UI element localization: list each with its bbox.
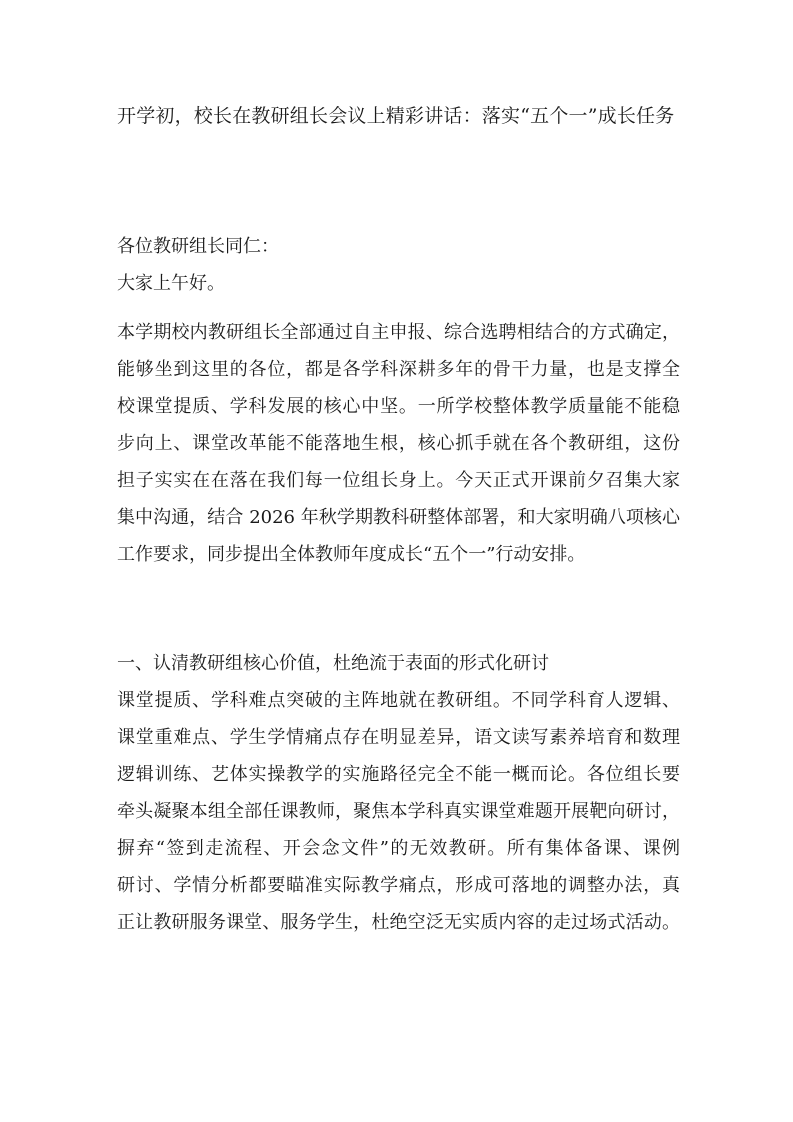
paragraph-line: 校课堂提质、学科发展的核心中坚。一所学校整体教学质量能不能稳 [117, 396, 680, 417]
paragraph-line: 逻辑训练、艺体实操教学的实施路径完全不能一概而论。各位组长要 [117, 764, 680, 785]
paragraph-line: 课堂提质、学科难点突破的主阵地就在教研组。不同学科育人逻辑、 [117, 690, 680, 711]
intro-paragraph [117, 314, 680, 573]
document-title: 开学初，校长在教研组长会议上精彩讲话：落实“五个一”成长任务 [117, 105, 675, 127]
paragraph-line: 摒弃“签到走流程、开会念文件”的无效教研。所有集体备课、课例 [117, 838, 680, 859]
paragraph-line: 课堂重难点、学生学情痛点存在明显差异，语文读写素养培育和数理 [117, 727, 680, 748]
paragraph-line: 担子实实在在落在我们每一位组长身上。今天正式开课前夕召集大家 [117, 470, 680, 491]
paragraph-line: 本学期校内教研组长全部通过自主申报、综合选聘相结合的方式确定， [117, 322, 680, 343]
paragraph-line: 步向上、课堂改革能不能落地生根，核心抓手就在各个教研组，这份 [117, 433, 680, 454]
paragraph-line: 集中沟通，结合 2026 年秋学期教科研整体部署，和大家明确八项核心 [117, 507, 680, 528]
paragraph-line: 研讨、学情分析都要瞄准实际教学痛点，形成可落地的调整办法，真 [117, 875, 680, 896]
greeting-line: 大家上午好。 [117, 273, 225, 294]
section-heading: 一、认清教研组核心价值，杜绝流于表面的形式化研讨 [117, 653, 549, 674]
paragraph-line: 能够坐到这里的各位，都是各学科深耕多年的骨干力量，也是支撑全 [117, 359, 680, 380]
paragraph-line: 牵头凝聚本组全部任课教师，聚焦本学科真实课堂难题开展靶向研讨， [117, 801, 680, 822]
salutation: 各位教研组长同仁： [117, 236, 279, 257]
paragraph-line: 工作要求，同步提出全体教师年度成长“五个一”行动安排。 [117, 544, 586, 565]
greeting-block [117, 228, 680, 302]
section-1 [117, 645, 680, 941]
paragraph-line: 正让教研服务课堂、服务学生，杜绝空泛无实质内容的走过场式活动。 [117, 912, 680, 933]
